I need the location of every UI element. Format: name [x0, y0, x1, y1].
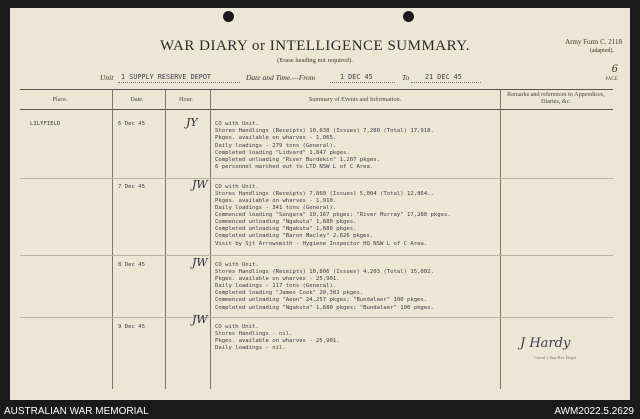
- row-divider: [20, 255, 613, 256]
- entry-line: Pkges. available on wharves - 25,901.: [215, 276, 340, 282]
- entry-initials: JW: [192, 256, 208, 269]
- column-place: Place.: [52, 96, 68, 103]
- entry-line: Daily loadings - nil.: [215, 345, 286, 351]
- entry-line: Pkges. available on wharves - 1,065.: [215, 135, 337, 141]
- page-number-label: PAGE: [605, 77, 618, 82]
- punch-hole: [223, 11, 234, 22]
- form-note: (adapted).: [589, 48, 614, 54]
- column-remarks: Remarks and references to Appendices, Diaries, &c.: [507, 91, 605, 105]
- column-divider: [165, 89, 166, 389]
- page-number: 6: [611, 64, 618, 75]
- column-hour: Hour.: [179, 96, 193, 103]
- column-date: Date.: [130, 96, 144, 103]
- entry-line: Stores Handlings (Receipts) 7,860 (Issues) 5,004 (Total) 12,864..: [215, 191, 434, 197]
- entry-date: 7 Dec 45: [118, 184, 145, 190]
- entry-line: Completed loading "Lidvard" 1,847 pkges.: [215, 150, 350, 156]
- entry-line: CO with Unit.: [215, 121, 259, 127]
- page-subtitle: (Erase heading not required).: [277, 57, 353, 64]
- punch-hole: [403, 11, 414, 22]
- entry-line: 6 personnel marched out to LTD NSW L of C Area.: [215, 164, 374, 170]
- date-to: 21 DEC 45: [425, 73, 462, 81]
- column-divider: [210, 89, 211, 389]
- column-summary: Summary of Events and Information.: [308, 96, 402, 103]
- entry-line: Daily loadings - 279 tons (General).: [215, 143, 337, 149]
- entry-line: Completed unloading "Ngakuta" 1,680 pkges; "Bundaleer" 100 pkges.: [215, 305, 434, 311]
- form-number: Army Form C. 2118: [565, 38, 622, 46]
- row-divider: [20, 317, 613, 318]
- entry-line: Completed unloading "Baron Macley" 2,626 pkges.: [215, 233, 374, 239]
- entry-initials: JY: [186, 116, 198, 129]
- entry-line: Commenced unloading "Aeon" 24,257 pkges; "Bundaleer" 100 pkges.: [215, 297, 428, 303]
- entry-line: Daily loadings - 117 tons (General).: [215, 283, 337, 289]
- entry-line: CO with Unit.: [215, 324, 259, 330]
- entry-line: Completed unloading "River Burdekin" 1,207 pkges.: [215, 157, 381, 163]
- entry-initials: JW: [192, 313, 208, 326]
- signature-caption: Comd 1 Sup Res Depot: [534, 355, 577, 360]
- signature: J Hardy: [520, 336, 571, 351]
- footer-institution: AUSTRALIAN WAR MEMORIAL: [4, 406, 149, 417]
- column-divider: [500, 89, 501, 389]
- footer-accession: AWM2022.5.2629: [554, 406, 634, 417]
- unit-value: 1 SUPPLY RESERVE DEPOT: [121, 73, 212, 81]
- date-to-label: To: [402, 73, 410, 82]
- entry-place: LILYFIELD: [30, 121, 61, 127]
- entry-date: 9 Dec 45: [118, 324, 145, 330]
- entry-line: Completed loading "James Cook" 20,382 pkges.: [215, 290, 364, 296]
- entry-line: CO with Unit.: [215, 262, 259, 268]
- date-from-underline: [330, 82, 395, 83]
- entry-line: Completed unloading "Ngakuta" 1,680 pkges.: [215, 226, 357, 232]
- unit-underline: [118, 82, 240, 83]
- entry-initials: JW: [192, 178, 208, 191]
- entry-line: Stores Handlings - nil.: [215, 331, 293, 337]
- page-title: WAR DIARY or INTELLIGENCE SUMMARY.: [160, 38, 470, 54]
- date-from: 1 DEC 45: [340, 73, 373, 81]
- entry-line: Pkges. available on wharves - 1,910.: [215, 198, 337, 204]
- row-divider: [20, 178, 613, 179]
- entry-line: Commenced unloading "Ngakuta" 1,680 pkges.: [215, 219, 357, 225]
- unit-label: Unit: [100, 73, 114, 82]
- entry-line: Pkges. available on wharves - 25,901.: [215, 338, 340, 344]
- entry-line: Stores Handlings (Receipts) 10,806 (Issues) 4,203 (Total) 15,002.: [215, 269, 434, 275]
- entry-line: Commenced loading "Sangara" 10,167 pkges; "River Murray" 17,280 pkges.: [215, 212, 451, 218]
- entry-line: Stores Handlings (Receipts) 10,638 (Issues) 7,280 (Total) 17,918.: [215, 128, 434, 134]
- entry-date: 8 Dec 45: [118, 262, 145, 268]
- entry-line: CO with Unit.: [215, 184, 259, 190]
- entry-date: 6 Dec 45: [118, 121, 145, 127]
- entry-line: Daily loadings - 341 tons (General).: [215, 205, 337, 211]
- date-range-label: Date and Time.—From: [246, 73, 316, 82]
- entry-line: Visit by Sjt Arrowsmith - Hygiene Inspector HQ NSW L of C Area.: [215, 241, 428, 247]
- column-divider: [112, 89, 113, 389]
- date-to-underline: [411, 82, 481, 83]
